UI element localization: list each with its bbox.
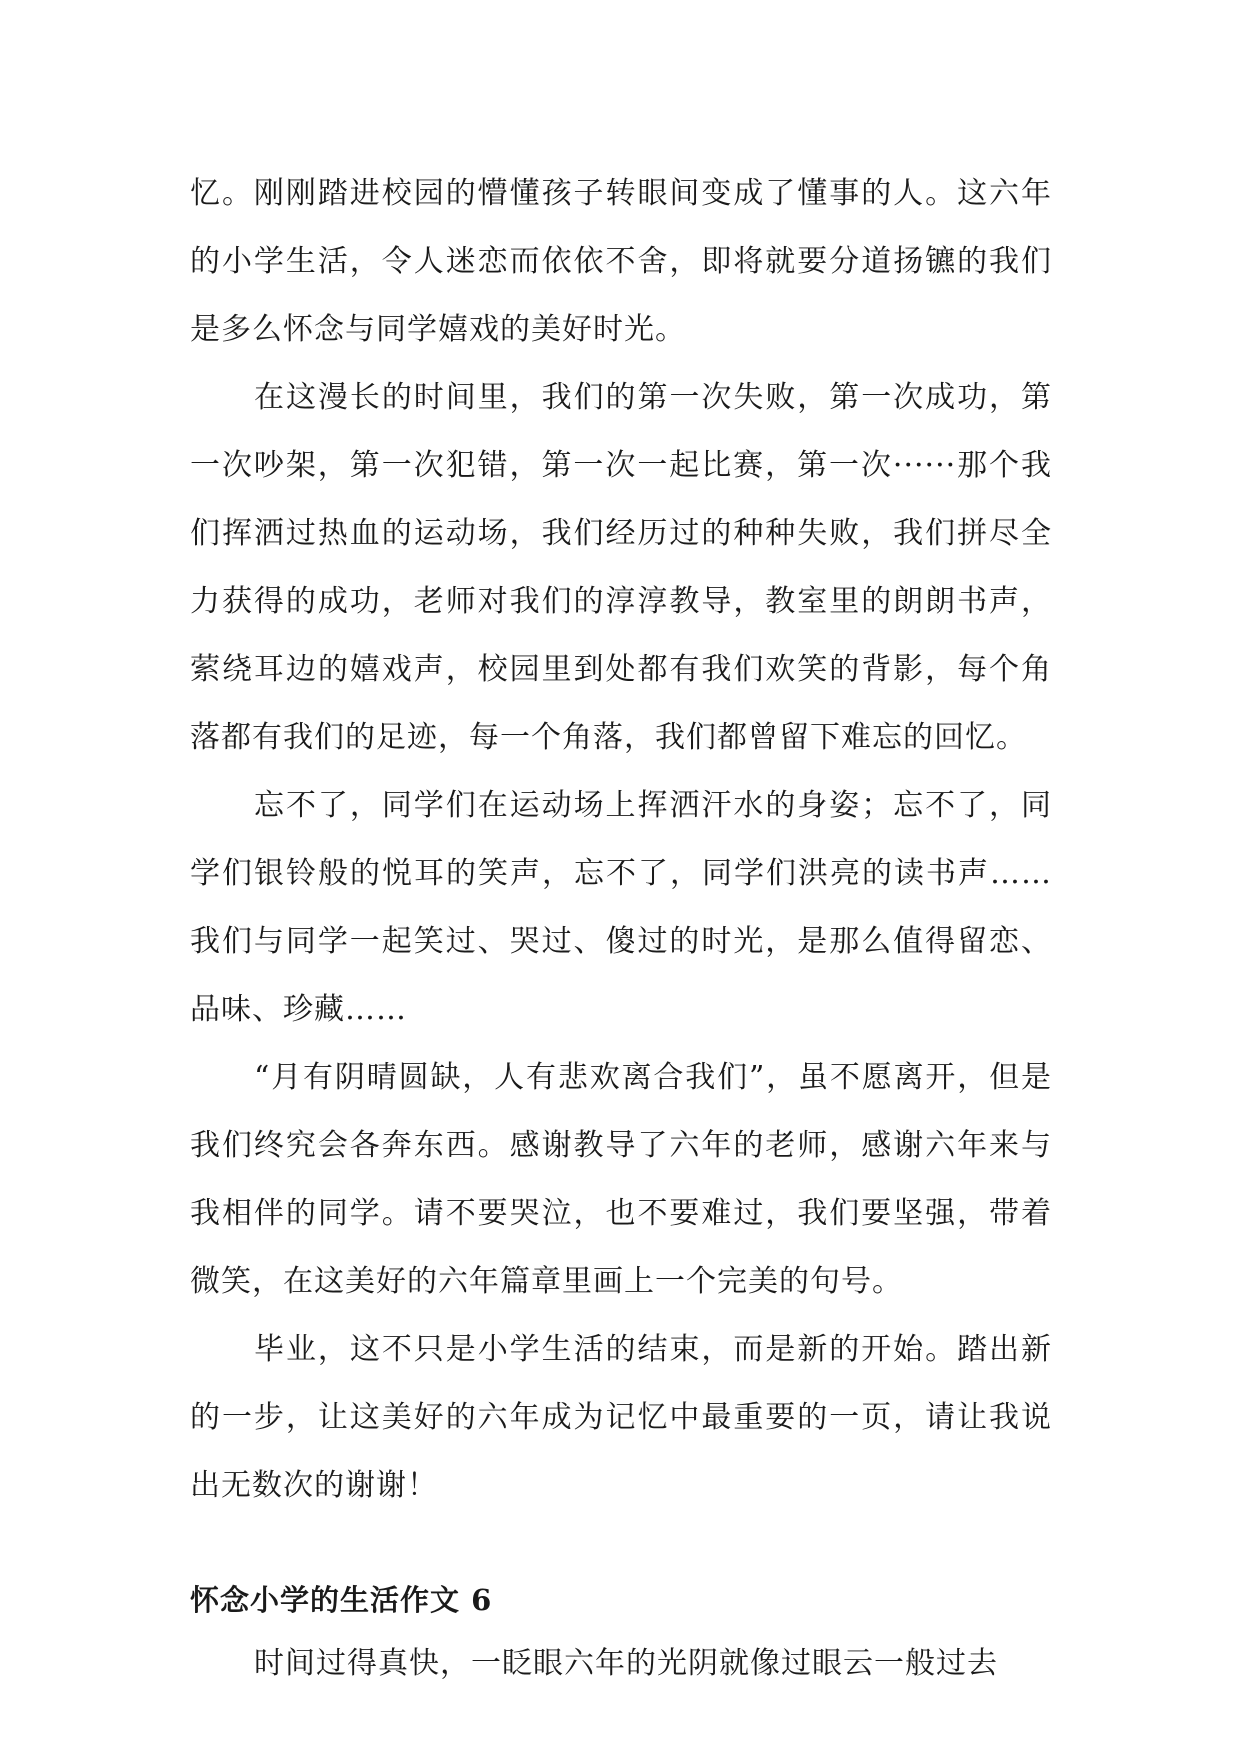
- paragraph-2: 在这漫长的时间里，我们的第一次失败，第一次成功，第一次吵架，第一次犯错，第一次一起比赛，第一次······那个我们挥洒过热血的运动场，我们经历过的种种失败，我们拼尽全力获得的成功，老师对我们的淳淳教导，教室里的朗朗书声，萦绕耳边的嬉戏声，校园里到处都有我们欢笑的背影，每个角落都有我们的足迹，每一个角落，我们都曾留下难忘的回忆。: [190, 380, 1052, 755]
- paragraph-4: “月有阴晴圆缺，人有悲欢离合我们”，虽不愿离开，但是我们终究会各奔东西。感谢教导了六年的老师，感谢六年来与我相伴的同学。请不要哭泣，也不要难过，我们要坚强，带着微笑，在这美好的六年篇章里画上一个完美的句号。: [190, 1060, 1052, 1299]
- document-body: [190, 160, 1052, 1698]
- paragraph-3: 忘不了，同学们在运动场上挥洒汗水的身姿；忘不了，同学们银铃般的悦耳的笑声，忘不了，同学们洪亮的读书声……我们与同学一起笑过、哭过、傻过的时光，是那么值得留恋、品味、珍藏……: [190, 788, 1052, 1027]
- section-title: 怀念小学的生活作文 6: [190, 1583, 493, 1617]
- paragraph-5: 毕业，这不只是小学生活的结束，而是新的开始。踏出新的一步，让这美好的六年成为记忆中最重要的一页，请让我说出无数次的谢谢！: [190, 1332, 1052, 1503]
- section-spacer: [190, 1520, 1052, 1570]
- paragraph-1: 忆。刚刚踏进校园的懵懂孩子转眼间变成了懂事的人。这六年的小学生活，令人迷恋而依依不舍，即将就要分道扬镳的我们是多么怀念与同学嬉戏的美好时光。: [190, 176, 1052, 347]
- paragraph-6: 时间过得真快，一眨眼六年的光阴就像过眼云一般过去: [254, 1646, 998, 1681]
